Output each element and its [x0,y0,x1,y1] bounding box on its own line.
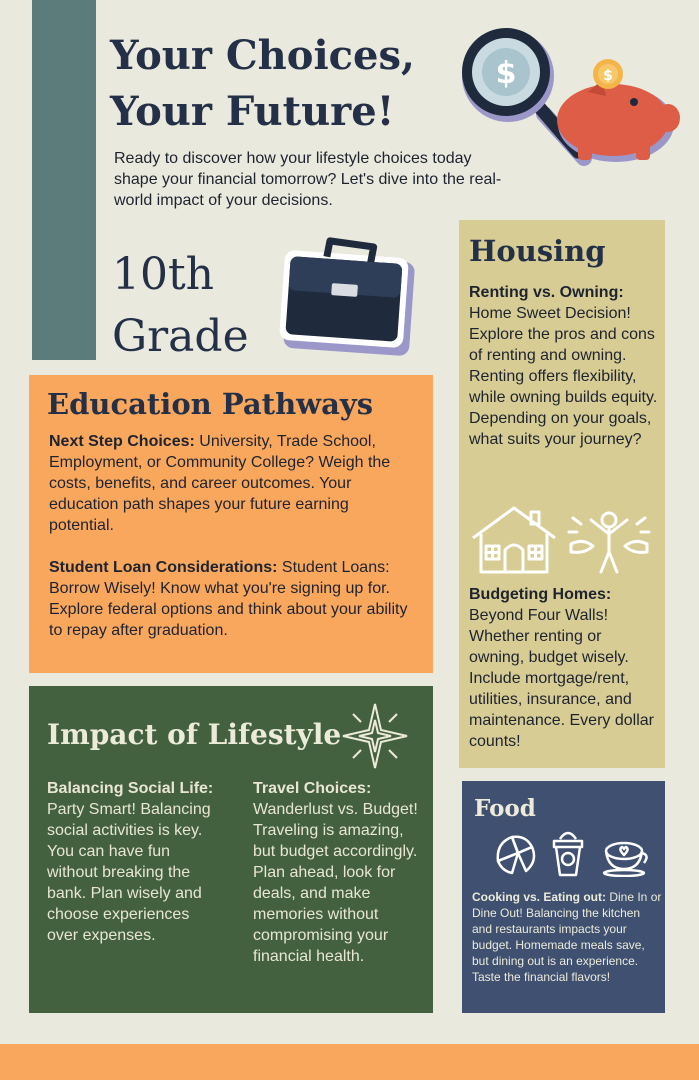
education-heading: Education Pathways [47,387,374,421]
education-section [29,375,433,673]
paragraph-label: Renting vs. Owning: [469,284,624,301]
piggy-bank-icon [557,59,680,162]
page-title: Your Choices, Your Future! [110,32,415,135]
grade-label: 10th Grade [112,249,249,362]
food-paragraph [472,889,662,985]
lifestyle-section [29,686,433,1013]
paragraph-text: Party Smart! Balancing social activities is key. You can have fun without breaking the bank. Plan wisely and choose experiences over expenses. [47,801,211,944]
housing-paragraph [469,584,661,752]
sparkle-star-icon [339,700,411,772]
intro-text: Ready to discover how your lifestyle choices today shape your financial tomorrow? Let's dive into the real-world impact of your decisions. [114,150,502,209]
paragraph-label: Cooking vs. Eating out: [472,890,606,904]
lifestyle-paragraph [253,778,421,967]
header-illustration [456,26,686,166]
education-paragraph [49,431,409,536]
housing-heading: Housing [469,234,606,268]
lifestyle-paragraph [47,778,222,946]
paragraph-text: Dine In or Dine Out! Balancing the kitchen and restaurants impacts your budget. Homemade meals save, but dining out is an experience. Taste the financial flavors! [472,890,662,984]
coffee-cup-icon [602,837,650,877]
footer-bar [0,1044,699,1080]
housing-section [459,220,665,768]
food-heading: Food [474,795,536,822]
housing-paragraph [469,282,661,450]
house-icon [469,504,559,576]
paragraph-label: Travel Choices: [253,780,372,797]
paragraph-text: Beyond Four Walls! Whether renting or owning, budget wisely. Include mortgage/rent, utilities, insurance, and maintenance. Every dollar counts! [469,607,654,750]
briefcase-icon [268,236,418,356]
celebrating-person-icon [563,506,655,576]
paragraph-label: Budgeting Homes: [469,586,612,603]
paragraph-text: Home Sweet Decision! Explore the pros and cons of renting and owning. Renting offers flexibility, while owning builds equity. Depending on your goals, what suits your journey? [469,305,658,448]
paragraph-label: Next Step Choices: [49,433,195,450]
svg-text:$: $ [603,68,613,84]
sidebar-accent-bar [32,0,96,360]
svg-text:$: $ [495,56,517,91]
lifestyle-heading: Impact of Lifestyle [47,718,342,751]
paragraph-text: Wanderlust vs. Budget! Traveling is amazing, but budget accordingly. Plan ahead, look for deals, and make memories without compromising your financial health. [253,801,418,965]
iced-drink-icon [548,827,588,879]
croissant-icon [492,831,538,877]
paragraph-text: University, Trade School, Employment, or Community College? Weigh the costs, benefits, and career outcomes. Your education path shapes your future earning potential. [49,433,391,534]
paragraph-label: Student Loan Considerations: [49,559,278,576]
food-section [462,781,665,1013]
education-paragraph [49,557,409,641]
paragraph-label: Balancing Social Life: [47,780,214,797]
paragraph-text: Student Loans: Borrow Wisely! Know what you're signing up for. Explore federal options and think about your ability to repay after graduation. [49,559,408,639]
